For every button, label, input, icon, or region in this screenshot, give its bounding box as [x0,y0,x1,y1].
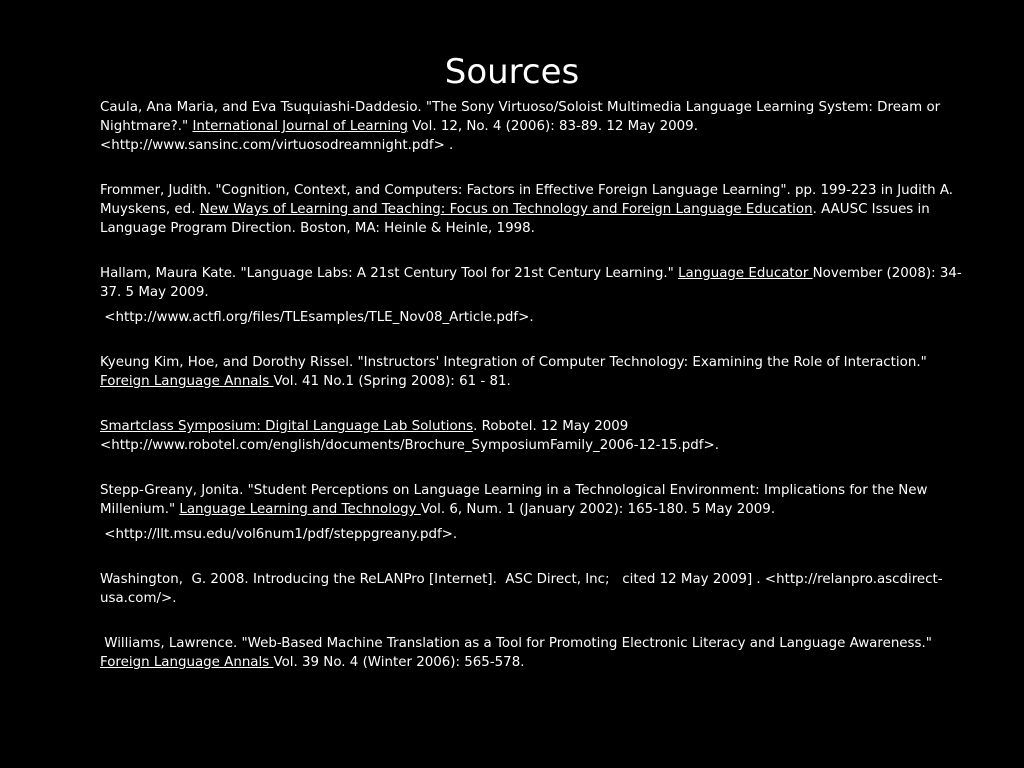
reference-details: . AAUSC Issues in Language Program Direction. Boston, MA: Heinle & Heinle, 1998. [100,202,930,236]
reference-washington [100,570,968,608]
reference-williams [100,634,968,672]
reference-text: Williams, Lawrence. "Web-Based Machine Translation as a Tool for Promoting Electronic Literacy and Language Awareness." [100,636,937,651]
slide-title: Sources [444,52,580,92]
reference-list [100,98,968,698]
reference-details: . Robotel. 12 May 2009 <http://www.robotel.com/english/documents/Brochure_SymposiumFamily_2006-12-15.pdf>. [100,419,719,453]
reference-smartclass [100,417,968,455]
reference-hallam [100,264,968,302]
reference-source-title[interactable]: Foreign Language Annals [100,655,274,670]
reference-details: Vol. 6, Num. 1 (January 2002): 165-180. 5 May 2009. [420,502,776,517]
reference-text: Kyeung Kim, Hoe, and Dorothy Rissel. "Instructors' Integration of Computer Technology: Examining the Role of Interaction." [100,355,927,370]
reference-stepp-greany-url [100,525,968,544]
reference-kim [100,353,968,391]
reference-text: Caula, Ana Maria, and Eva Tsuquiashi-Daddesio. "The Sony Virtuoso/Soloist Multimedia Language Learning System: Dream or Nightmare?." [100,100,941,134]
reference-url: <http://llt.msu.edu/vol6num1/pdf/steppgreany.pdf>. [100,527,458,542]
reference-source-title[interactable]: International Journal of Learning [192,119,409,134]
reference-text: Hallam, Maura Kate. "Language Labs: A 21st Century Tool for 21st Century Learning." [100,266,679,281]
reference-hallam-url [100,308,968,327]
reference-source-title[interactable]: Language Learning and Technology [179,502,421,517]
reference-url: <http://www.actfl.org/files/TLEsamples/TLE_Nov08_Article.pdf>. [100,310,534,325]
reference-details: Vol. 39 No. 4 (Winter 2006): 565-578. [273,655,525,670]
reference-stepp-greany [100,481,968,519]
reference-details: Vol. 12, No. 4 (2006): 83-89. 12 May 2009. <http://www.sansinc.com/virtuosodreamnight.pdf> . [100,119,698,153]
reference-details: Vol. 41 No.1 (Spring 2008): 61 - 81. [273,374,511,389]
reference-text: Washington, G. 2008. Introducing the ReLANPro [Internet]. ASC Direct, Inc; cited 12 May 2009] . <http://relanpro.ascdirect-usa.com/>. [100,572,943,606]
reference-details: November (2008): 34-37. 5 May 2009. [100,266,962,300]
reference-source-title[interactable]: Smartclass Symposium: Digital Language Lab Solutions [100,419,474,434]
reference-source-title[interactable]: New Ways of Learning and Teaching: Focus on Technology and Foreign Language Education [199,202,813,217]
reference-source-title[interactable]: Language Educator [678,266,813,281]
reference-frommer [100,181,968,238]
reference-text: Frommer, Judith. "Cognition, Context, and Computers: Factors in Effective Foreign Language Learning". pp. 199-223 in Judith A. Muyskens, ed. [100,183,954,217]
reference-source-title[interactable]: Foreign Language Annals [100,374,274,389]
reference-text: Stepp-Greany, Jonita. "Student Perceptions on Language Learning in a Technological Environment: Implications for the New Millenium." [100,483,928,517]
reference-caula [100,98,968,155]
